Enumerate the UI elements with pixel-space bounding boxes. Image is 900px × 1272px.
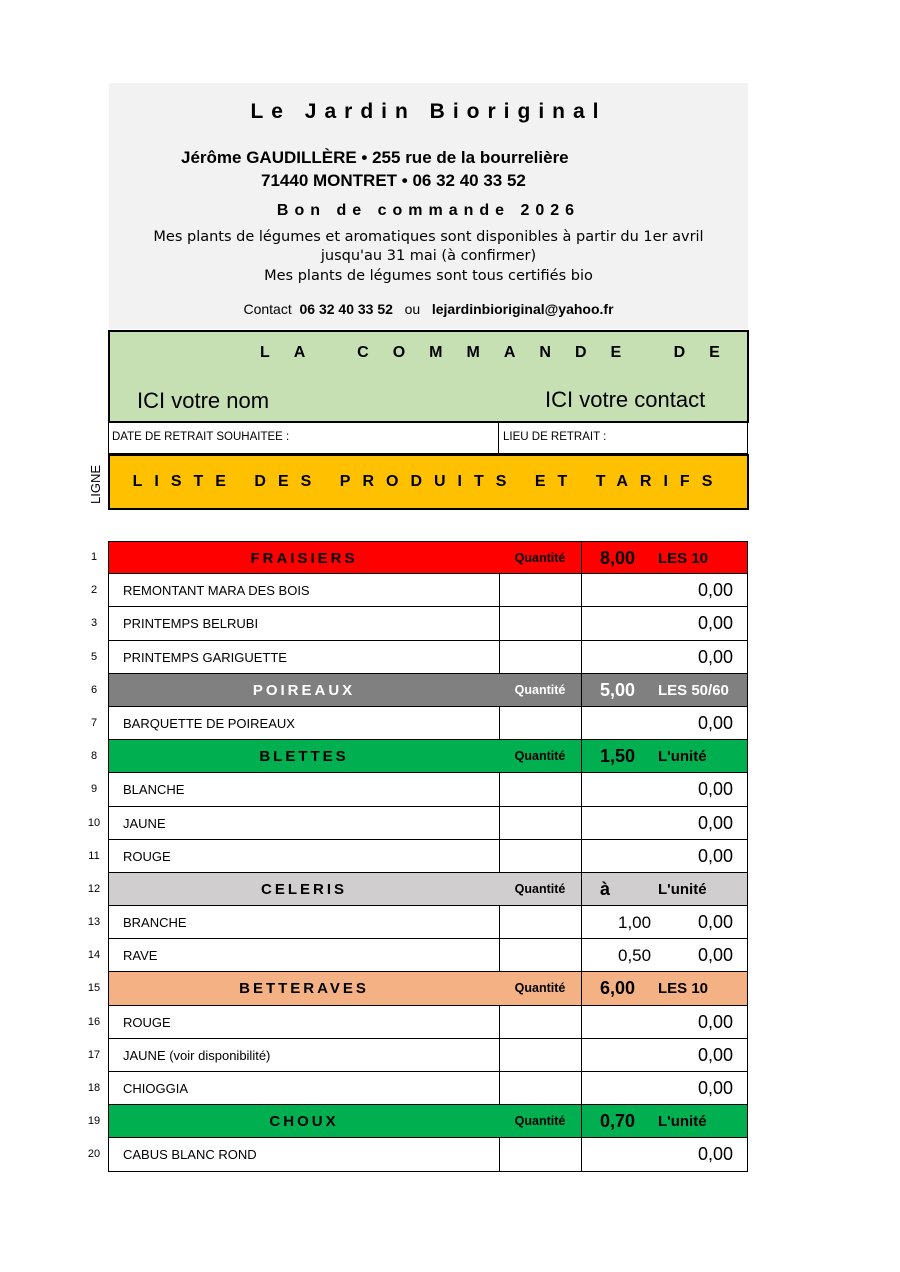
quantity-header: Quantité	[499, 972, 582, 1005]
product-list-title: LISTE DES PRODUITS ET TARIFS	[108, 454, 749, 510]
product-table	[87, 541, 748, 1172]
quantity-input[interactable]	[499, 1039, 582, 1072]
unit-price: 0,50	[618, 946, 652, 966]
row-number: 12	[87, 882, 101, 895]
owner-address: Jérôme GAUDILLÈRE • 255 rue de la bourrelière	[181, 148, 569, 167]
category-row	[90, 541, 748, 574]
quantity-input[interactable]	[499, 1072, 582, 1105]
line-total: 0,00	[697, 1144, 733, 1165]
category-name: CELERIS	[108, 873, 500, 906]
availability-text-2: jusqu'au 31 mai (à confirmer)	[320, 248, 537, 264]
row-number: 5	[90, 650, 98, 663]
quantity-input[interactable]	[499, 807, 582, 840]
row-number: 6	[90, 683, 98, 696]
row-number: 8	[90, 750, 98, 763]
table-row	[90, 773, 748, 806]
product-name: BRANCHE	[108, 906, 500, 939]
contact-email[interactable]: lejardinbioriginal@yahoo.fr	[431, 301, 614, 317]
quantity-input[interactable]	[499, 707, 582, 740]
order-owner-box	[108, 330, 749, 423]
line-total-cell	[582, 607, 748, 640]
line-total: 0,00	[697, 945, 733, 966]
availability-text-1: Mes plants de légumes et aromatiques sont disponibles à partir du 1er avril	[153, 229, 704, 245]
category-unit: LES 10	[658, 550, 709, 567]
category-unit: L'unité	[658, 880, 707, 898]
quantity-input[interactable]	[499, 773, 582, 806]
line-total: 0,00	[697, 1011, 733, 1032]
line-total: 0,00	[697, 912, 733, 933]
table-row	[88, 840, 748, 873]
category-unit: LES 10	[658, 980, 709, 998]
line-total: 0,00	[697, 779, 733, 800]
category-row	[87, 972, 748, 1005]
line-total: 0,00	[697, 613, 733, 634]
line-total: 0,00	[697, 1044, 733, 1065]
product-name: JAUNE	[108, 807, 500, 840]
category-row	[87, 873, 748, 906]
product-name: CABUS BLANC ROND	[108, 1138, 500, 1171]
product-name: PRINTEMPS GARIGUETTE	[108, 641, 500, 674]
category-price-cell	[582, 541, 748, 574]
pickup-date-field[interactable]: DATE DE RETRAIT SOUHAITEE :	[109, 422, 499, 453]
contact-label: Contact	[243, 301, 292, 317]
table-row	[87, 1138, 748, 1171]
quantity-input[interactable]	[499, 906, 582, 939]
line-column-label: LIGNE	[88, 464, 103, 504]
category-name: BETTERAVES	[108, 972, 500, 1005]
availability-text-3: Mes plants de légumes sont tous certifiés bio	[264, 268, 593, 284]
quantity-input[interactable]	[499, 607, 582, 640]
quantity-header: Quantité	[499, 674, 582, 707]
quantity-header: Quantité	[499, 873, 582, 906]
line-total-cell	[582, 807, 748, 840]
category-price: à	[600, 878, 611, 899]
quantity-input[interactable]	[499, 840, 582, 873]
line-total: 0,00	[697, 812, 733, 833]
category-row	[90, 674, 748, 707]
quantity-header: Quantité	[499, 740, 582, 773]
category-unit: L'unité	[658, 1113, 707, 1131]
row-number: 3	[90, 617, 98, 630]
row-number: 10	[87, 816, 101, 829]
row-number: 2	[90, 584, 98, 597]
line-total-cell	[582, 1072, 748, 1105]
category-price: 8,00	[600, 548, 636, 568]
table-row	[87, 807, 748, 840]
category-price: 6,00	[600, 978, 636, 999]
contact-or: ou	[404, 301, 421, 317]
line-total-cell	[582, 939, 748, 972]
row-number: 14	[87, 949, 101, 962]
table-row	[90, 607, 748, 640]
row-number: 17	[87, 1048, 101, 1061]
category-price: 5,00	[600, 679, 636, 700]
line-total-cell	[582, 840, 748, 873]
header-panel	[109, 83, 748, 329]
name-field[interactable]: ICI votre nom	[137, 388, 270, 413]
category-price-cell	[582, 972, 748, 1005]
row-number: 1	[90, 551, 98, 563]
product-name: ROUGE	[108, 840, 500, 873]
category-price: 0,70	[600, 1111, 636, 1132]
page-title: Le Jardin Bioriginal	[250, 100, 607, 123]
line-total-cell	[582, 707, 748, 740]
quantity-input[interactable]	[499, 939, 582, 972]
line-total-cell	[582, 906, 748, 939]
category-price-cell	[582, 674, 748, 707]
category-price-cell	[582, 873, 748, 906]
line-total: 0,00	[697, 1078, 733, 1098]
category-unit: L'unité	[658, 748, 707, 766]
product-name: BLANCHE	[108, 773, 500, 806]
category-row	[90, 740, 748, 773]
line-total: 0,00	[697, 845, 733, 866]
contact-line	[109, 301, 748, 317]
pickup-place-field[interactable]: LIEU DE RETRAIT :	[503, 431, 607, 443]
category-price-cell	[582, 1105, 748, 1138]
line-total: 0,00	[697, 646, 733, 667]
contact-field[interactable]: ICI votre contact	[545, 387, 706, 412]
quantity-input[interactable]	[499, 1138, 582, 1171]
table-row	[87, 1006, 748, 1039]
order-form-title: Bon de commande 2026	[276, 202, 581, 219]
row-number: 20	[87, 1148, 101, 1161]
quantity-header: Quantité	[499, 541, 582, 574]
line-total-cell	[582, 1138, 748, 1171]
category-row	[87, 1105, 748, 1138]
product-name: RAVE	[108, 939, 500, 972]
contact-phone[interactable]: 06 32 40 33 52	[299, 301, 393, 317]
category-name: POIREAUX	[108, 674, 500, 707]
line-total-cell	[582, 641, 748, 674]
table-row	[87, 939, 748, 972]
row-number: 11	[88, 849, 100, 862]
quantity-input[interactable]	[499, 1006, 582, 1039]
line-total-cell	[582, 1006, 748, 1039]
table-row	[90, 574, 748, 607]
line-total-cell	[582, 574, 748, 607]
category-name: FRAISIERS	[108, 541, 500, 574]
product-name: CHIOGGIA	[108, 1072, 500, 1105]
quantity-input[interactable]	[499, 574, 582, 607]
line-total-cell	[582, 773, 748, 806]
product-name: BARQUETTE DE POIREAUX	[108, 707, 500, 740]
product-name: PRINTEMPS BELRUBI	[108, 607, 500, 640]
product-name: JAUNE (voir disponibilité)	[108, 1039, 500, 1072]
line-total-cell	[582, 1039, 748, 1072]
product-name: ROUGE	[108, 1006, 500, 1039]
category-price: 1,50	[600, 746, 636, 767]
quantity-header: Quantité	[499, 1105, 582, 1138]
category-unit: LES 50/60	[658, 681, 729, 699]
table-row	[87, 906, 748, 939]
table-row	[90, 641, 748, 674]
row-number: 13	[87, 916, 101, 929]
unit-price: 1,00	[618, 913, 652, 933]
line-total: 0,00	[697, 712, 733, 733]
table-row	[90, 707, 748, 740]
row-number: 7	[90, 716, 98, 729]
table-row	[87, 1039, 748, 1072]
row-number: 9	[90, 783, 98, 796]
row-number: 19	[87, 1115, 101, 1128]
category-name: BLETTES	[108, 740, 500, 773]
line-total: 0,00	[697, 580, 733, 601]
row-number: 16	[87, 1015, 101, 1028]
category-price-cell	[582, 740, 748, 773]
city-phone: 71440 MONTRET • 06 32 40 33 52	[261, 171, 526, 190]
row-number: 15	[87, 982, 101, 995]
pickup-info-row	[108, 422, 748, 454]
product-name: REMONTANT MARA DES BOIS	[108, 574, 500, 607]
order-owner-title: LA COMMANDE DE	[260, 344, 744, 361]
row-number: 18	[87, 1082, 101, 1094]
quantity-input[interactable]	[499, 641, 582, 674]
category-name: CHOUX	[108, 1105, 500, 1138]
table-row	[87, 1072, 748, 1105]
